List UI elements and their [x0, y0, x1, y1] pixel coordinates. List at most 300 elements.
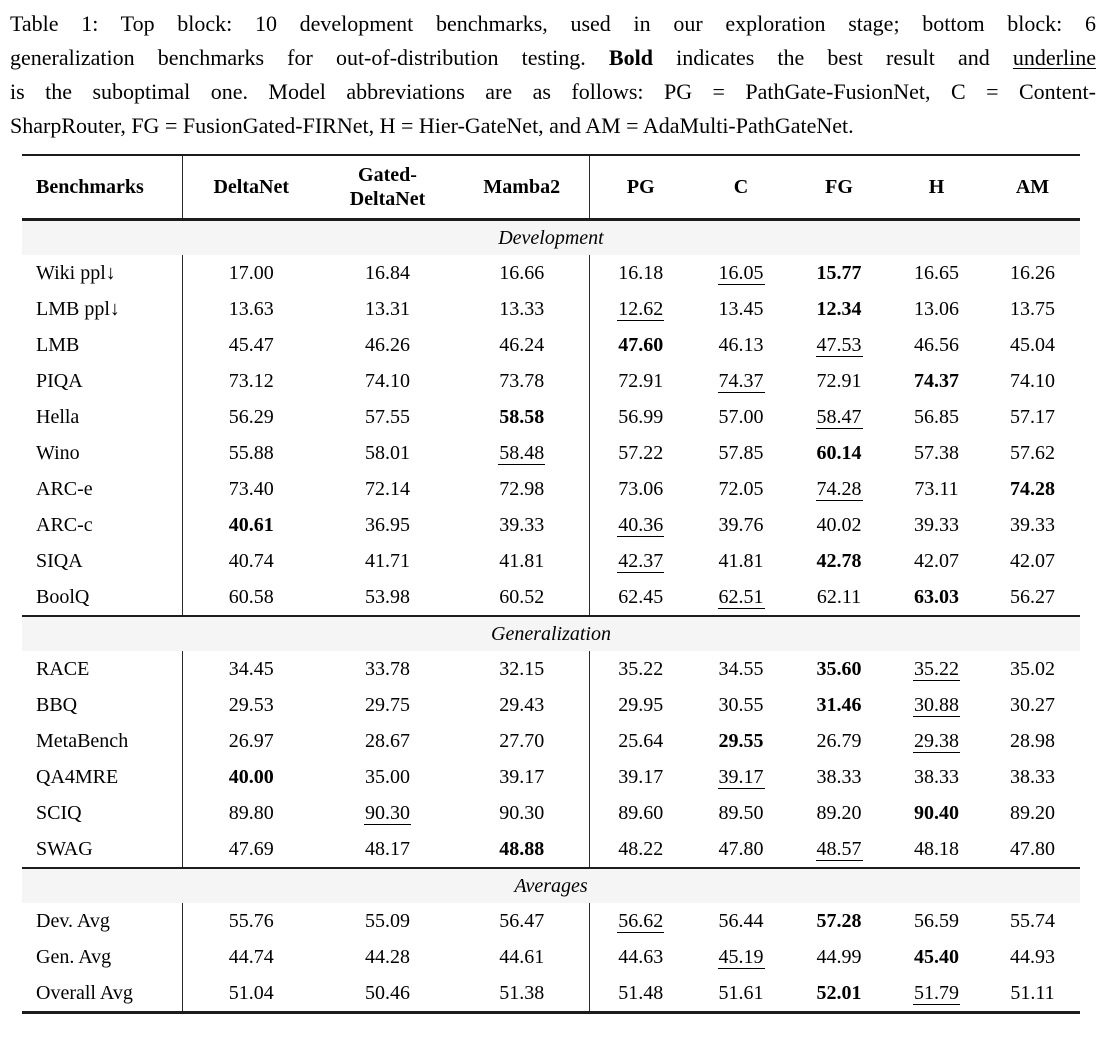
- value-cell: [455, 687, 589, 723]
- table-row: [22, 687, 1080, 723]
- table-row: [22, 759, 1080, 795]
- value-cell: [692, 687, 790, 723]
- section-title-development: Development: [22, 220, 1080, 256]
- value-cell: [320, 831, 455, 868]
- value: 89.60: [618, 801, 664, 824]
- column-header-text: H: [928, 176, 945, 198]
- second-best-value: 45.19: [718, 945, 764, 968]
- value-cell: [455, 471, 589, 507]
- value: 36.95: [365, 513, 410, 536]
- benchmark-label: PIQA: [22, 363, 182, 399]
- value-cell: [790, 759, 888, 795]
- column-header-c: [692, 155, 790, 220]
- best-value: 31.46: [816, 693, 862, 716]
- value: 51.48: [618, 981, 664, 1004]
- best-value: 74.37: [914, 369, 959, 392]
- second-best-value: 12.62: [618, 297, 664, 320]
- value-cell: [790, 795, 888, 831]
- value: 48.18: [914, 837, 959, 860]
- value-cell: [455, 255, 589, 291]
- value-cell: [320, 363, 455, 399]
- value: 48.22: [618, 837, 664, 860]
- value-cell: [985, 363, 1080, 399]
- benchmark-label: ARC-c: [22, 507, 182, 543]
- value-cell: [182, 363, 320, 399]
- table-row: [22, 435, 1080, 471]
- column-header-deltanet: [182, 155, 320, 220]
- value-cell: [692, 723, 790, 759]
- value-cell: [790, 363, 888, 399]
- best-value: 15.77: [816, 261, 862, 284]
- value-cell: [985, 759, 1080, 795]
- best-value: 48.88: [499, 837, 545, 860]
- value-cell: [692, 903, 790, 939]
- table-row: [22, 543, 1080, 579]
- value: 73.78: [499, 369, 545, 392]
- second-best-value: 35.22: [914, 657, 959, 680]
- value: 47.80: [718, 837, 764, 860]
- value: 58.01: [365, 441, 410, 464]
- value-cell: [455, 759, 589, 795]
- best-value: 40.00: [228, 765, 274, 788]
- value-cell: [320, 471, 455, 507]
- value: 56.99: [618, 405, 664, 428]
- value-cell: [888, 795, 985, 831]
- value-cell: [888, 327, 985, 363]
- caption-line: [10, 75, 1096, 109]
- benchmark-label: RACE: [22, 651, 182, 687]
- second-best-value: 62.51: [718, 585, 764, 608]
- value-cell: [985, 903, 1080, 939]
- value: 56.27: [1010, 585, 1055, 608]
- value-cell: [589, 327, 692, 363]
- benchmark-label: BBQ: [22, 687, 182, 723]
- best-value: 63.03: [914, 585, 959, 608]
- caption-underlined-term: underline: [1012, 45, 1096, 70]
- value: 13.33: [499, 297, 545, 320]
- second-best-value: 16.05: [718, 261, 764, 284]
- second-best-value: 74.28: [816, 477, 862, 500]
- value: 62.11: [816, 585, 862, 608]
- best-value: 12.34: [816, 297, 862, 320]
- value-cell: [692, 291, 790, 327]
- value: 57.38: [914, 441, 959, 464]
- value: 55.76: [228, 909, 274, 932]
- column-header-pg: [589, 155, 692, 220]
- value-cell: [455, 651, 589, 687]
- value-cell: [455, 579, 589, 616]
- value-cell: [455, 435, 589, 471]
- value: 72.14: [365, 477, 410, 500]
- value-cell: [888, 723, 985, 759]
- value: 39.76: [718, 513, 764, 536]
- table-caption: [10, 7, 1096, 143]
- value-cell: [182, 831, 320, 868]
- value-cell: [320, 327, 455, 363]
- column-header-am: [985, 155, 1080, 220]
- value: 72.05: [718, 477, 764, 500]
- value-cell: [455, 507, 589, 543]
- value-cell: [589, 579, 692, 616]
- value: 46.56: [914, 333, 959, 356]
- benchmark-label: MetaBench: [22, 723, 182, 759]
- value: 40.02: [816, 513, 862, 536]
- value-cell: [455, 291, 589, 327]
- value: 13.31: [365, 297, 410, 320]
- value-cell: [790, 975, 888, 1013]
- column-header-text: FG: [825, 176, 853, 198]
- column-header-mamba2: [455, 155, 589, 220]
- value-cell: [888, 291, 985, 327]
- value-cell: [985, 399, 1080, 435]
- column-header-text: Gated-: [358, 164, 417, 186]
- value: 45.47: [228, 333, 274, 356]
- value: 38.33: [1010, 765, 1055, 788]
- value: 39.17: [618, 765, 664, 788]
- caption-text: indicates the best result and: [652, 45, 1013, 70]
- value-cell: [320, 723, 455, 759]
- table-body: [22, 220, 1080, 1013]
- value-cell: [182, 471, 320, 507]
- column-header-text: DeltaNet: [213, 176, 290, 198]
- value: 26.97: [228, 729, 274, 752]
- value: 32.15: [499, 657, 545, 680]
- value-cell: [692, 255, 790, 291]
- value-cell: [888, 543, 985, 579]
- value: 57.85: [718, 441, 764, 464]
- value-cell: [985, 723, 1080, 759]
- value-cell: [182, 759, 320, 795]
- value: 16.26: [1010, 261, 1055, 284]
- value-cell: [320, 579, 455, 616]
- column-header-text: Mamba2: [483, 176, 561, 198]
- value: 56.47: [499, 909, 545, 932]
- value: 57.55: [365, 405, 410, 428]
- value: 17.00: [228, 261, 274, 284]
- value-cell: [692, 831, 790, 868]
- value: 16.65: [914, 261, 959, 284]
- value: 13.75: [1010, 297, 1055, 320]
- value: 56.44: [718, 909, 764, 932]
- value-cell: [455, 831, 589, 868]
- best-value: 35.60: [816, 657, 862, 680]
- value-cell: [790, 579, 888, 616]
- value-cell: [888, 903, 985, 939]
- value: 44.61: [499, 945, 545, 968]
- value-cell: [182, 507, 320, 543]
- value-cell: [320, 291, 455, 327]
- value-cell: [455, 903, 589, 939]
- caption-line: [10, 41, 1096, 75]
- caption-line: [10, 7, 1096, 41]
- value: 55.88: [228, 441, 274, 464]
- table-row: [22, 399, 1080, 435]
- value: 73.40: [228, 477, 274, 500]
- value-cell: [790, 435, 888, 471]
- value-cell: [182, 579, 320, 616]
- value-cell: [589, 651, 692, 687]
- value-cell: [888, 399, 985, 435]
- value: 51.11: [1010, 981, 1055, 1004]
- value-cell: [888, 651, 985, 687]
- table-row: [22, 903, 1080, 939]
- benchmark-label: Dev. Avg: [22, 903, 182, 939]
- table-row: [22, 651, 1080, 687]
- benchmark-label: Gen. Avg: [22, 939, 182, 975]
- value-cell: [589, 435, 692, 471]
- benchmark-label: QA4MRE: [22, 759, 182, 795]
- value-cell: [888, 579, 985, 616]
- value-cell: [455, 795, 589, 831]
- value-cell: [182, 399, 320, 435]
- table-row: [22, 939, 1080, 975]
- value: 30.55: [718, 693, 764, 716]
- value: 25.64: [618, 729, 664, 752]
- value: 89.80: [228, 801, 274, 824]
- value-cell: [589, 363, 692, 399]
- value-cell: [589, 399, 692, 435]
- value: 57.62: [1010, 441, 1055, 464]
- value-cell: [692, 399, 790, 435]
- value: 46.13: [718, 333, 764, 356]
- caption-text: is the suboptimal one. Model abbreviations are as follows: PG = PathGate-FusionNet, C = Content-: [10, 79, 1096, 104]
- value-cell: [320, 507, 455, 543]
- value: 16.84: [365, 261, 410, 284]
- value: 56.59: [914, 909, 959, 932]
- value-cell: [985, 795, 1080, 831]
- value-cell: [888, 255, 985, 291]
- value: 45.04: [1010, 333, 1055, 356]
- value-cell: [790, 255, 888, 291]
- value-cell: [182, 903, 320, 939]
- value-cell: [790, 939, 888, 975]
- best-value: 47.60: [618, 333, 664, 356]
- value: 55.74: [1010, 909, 1055, 932]
- value: 56.85: [914, 405, 959, 428]
- second-best-value: 51.79: [914, 981, 959, 1004]
- value-cell: [790, 399, 888, 435]
- value: 60.58: [228, 585, 274, 608]
- value-cell: [182, 327, 320, 363]
- value-cell: [790, 471, 888, 507]
- value: 29.75: [365, 693, 410, 716]
- second-best-value: 40.36: [618, 513, 664, 536]
- benchmark-results-table: [22, 154, 1080, 1014]
- benchmark-label: Wiki ppl↓: [22, 255, 182, 291]
- value-cell: [182, 975, 320, 1013]
- value-cell: [320, 255, 455, 291]
- value: 29.95: [618, 693, 664, 716]
- table-row: [22, 255, 1080, 291]
- value: 44.63: [618, 945, 664, 968]
- table-row: [22, 327, 1080, 363]
- value-cell: [455, 975, 589, 1013]
- value-cell: [589, 759, 692, 795]
- value-cell: [589, 471, 692, 507]
- table-row: [22, 723, 1080, 759]
- column-header-gated-deltanet: [320, 155, 455, 220]
- table-row: [22, 975, 1080, 1013]
- second-best-value: 47.53: [816, 333, 862, 356]
- second-best-value: 29.38: [914, 729, 959, 752]
- value: 62.45: [618, 585, 664, 608]
- value-cell: [692, 543, 790, 579]
- value-cell: [692, 975, 790, 1013]
- table-row: [22, 831, 1080, 868]
- second-best-value: 90.30: [365, 801, 410, 824]
- value-cell: [589, 831, 692, 868]
- value-cell: [888, 831, 985, 868]
- value: 90.30: [499, 801, 545, 824]
- value-cell: [985, 543, 1080, 579]
- value: 47.69: [228, 837, 274, 860]
- second-best-value: 42.37: [618, 549, 664, 572]
- value: 74.10: [1010, 369, 1055, 392]
- second-best-value: 48.57: [816, 837, 862, 860]
- value-cell: [320, 759, 455, 795]
- value-cell: [182, 939, 320, 975]
- value-cell: [455, 399, 589, 435]
- value: 51.38: [499, 981, 545, 1004]
- second-best-value: 58.47: [816, 405, 862, 428]
- value-cell: [320, 975, 455, 1013]
- value-cell: [589, 543, 692, 579]
- value-cell: [589, 291, 692, 327]
- best-value: 45.40: [914, 945, 959, 968]
- value: 35.02: [1010, 657, 1055, 680]
- value: 38.33: [816, 765, 862, 788]
- value-cell: [182, 291, 320, 327]
- caption-text: SharpRouter, FG = FusionGated-FIRNet, H = Hier-GateNet, and AM = AdaMulti-PathGateNet.: [10, 113, 854, 138]
- value-cell: [790, 687, 888, 723]
- value-cell: [182, 795, 320, 831]
- value-cell: [589, 903, 692, 939]
- value-cell: [985, 687, 1080, 723]
- value: 38.33: [914, 765, 959, 788]
- value: 74.10: [365, 369, 410, 392]
- value: 47.80: [1010, 837, 1055, 860]
- table-row: [22, 363, 1080, 399]
- value-cell: [320, 399, 455, 435]
- value: 42.07: [1010, 549, 1055, 572]
- value: 35.22: [618, 657, 664, 680]
- value: 72.98: [499, 477, 545, 500]
- value: 28.98: [1010, 729, 1055, 752]
- benchmark-label: Hella: [22, 399, 182, 435]
- value: 60.52: [499, 585, 545, 608]
- value-cell: [455, 363, 589, 399]
- value: 13.06: [914, 297, 959, 320]
- value: 53.98: [365, 585, 410, 608]
- value: 33.78: [365, 657, 410, 680]
- value: 73.12: [228, 369, 274, 392]
- value-cell: [985, 651, 1080, 687]
- value: 57.22: [618, 441, 664, 464]
- column-header-text: Benchmarks: [36, 176, 144, 198]
- value: 13.45: [718, 297, 764, 320]
- value-cell: [182, 687, 320, 723]
- value: 51.61: [718, 981, 764, 1004]
- section-band: [22, 868, 1080, 903]
- value-cell: [182, 543, 320, 579]
- value-cell: [455, 939, 589, 975]
- value-cell: [985, 939, 1080, 975]
- value-cell: [320, 687, 455, 723]
- benchmark-label: SWAG: [22, 831, 182, 868]
- value-cell: [888, 687, 985, 723]
- value: 44.99: [816, 945, 862, 968]
- table-row: [22, 795, 1080, 831]
- value-cell: [320, 939, 455, 975]
- value: 29.43: [499, 693, 545, 716]
- table-row: [22, 507, 1080, 543]
- column-header-benchmarks: [22, 155, 182, 220]
- value: 41.81: [499, 549, 545, 572]
- value: 40.74: [228, 549, 274, 572]
- value-cell: [455, 327, 589, 363]
- column-header-fg: [790, 155, 888, 220]
- value-cell: [790, 543, 888, 579]
- value-cell: [692, 579, 790, 616]
- value-cell: [790, 831, 888, 868]
- value: 72.91: [816, 369, 862, 392]
- value-cell: [888, 975, 985, 1013]
- value-cell: [589, 939, 692, 975]
- value-cell: [182, 723, 320, 759]
- value: 44.93: [1010, 945, 1055, 968]
- value-cell: [888, 471, 985, 507]
- value-cell: [985, 327, 1080, 363]
- value-cell: [985, 831, 1080, 868]
- value: 35.00: [365, 765, 410, 788]
- benchmark-label: LMB ppl↓: [22, 291, 182, 327]
- best-value: 29.55: [718, 729, 764, 752]
- best-value: 74.28: [1010, 477, 1055, 500]
- value-cell: [888, 435, 985, 471]
- value: 27.70: [499, 729, 545, 752]
- value-cell: [182, 255, 320, 291]
- caption-text: generalization benchmarks for out-of-distribution testing.: [10, 45, 609, 70]
- value: 39.33: [1010, 513, 1055, 536]
- value-cell: [692, 651, 790, 687]
- value-cell: [320, 543, 455, 579]
- value: 46.24: [499, 333, 545, 356]
- best-value: 58.58: [499, 405, 545, 428]
- value-cell: [320, 795, 455, 831]
- value-cell: [455, 543, 589, 579]
- section-band: [22, 220, 1080, 256]
- value-cell: [692, 939, 790, 975]
- table-row: [22, 579, 1080, 616]
- value: 89.20: [816, 801, 862, 824]
- value: 48.17: [365, 837, 410, 860]
- value: 41.81: [718, 549, 764, 572]
- best-value: 60.14: [816, 441, 862, 464]
- value-cell: [888, 507, 985, 543]
- second-best-value: 74.37: [718, 369, 764, 392]
- value-cell: [589, 723, 692, 759]
- value-cell: [985, 507, 1080, 543]
- value: 30.27: [1010, 693, 1055, 716]
- value: 41.71: [365, 549, 410, 572]
- value-cell: [888, 363, 985, 399]
- best-value: 40.61: [228, 513, 274, 536]
- value: 16.18: [618, 261, 664, 284]
- value-cell: [692, 363, 790, 399]
- value-cell: [692, 471, 790, 507]
- value: 29.53: [228, 693, 274, 716]
- value-cell: [985, 579, 1080, 616]
